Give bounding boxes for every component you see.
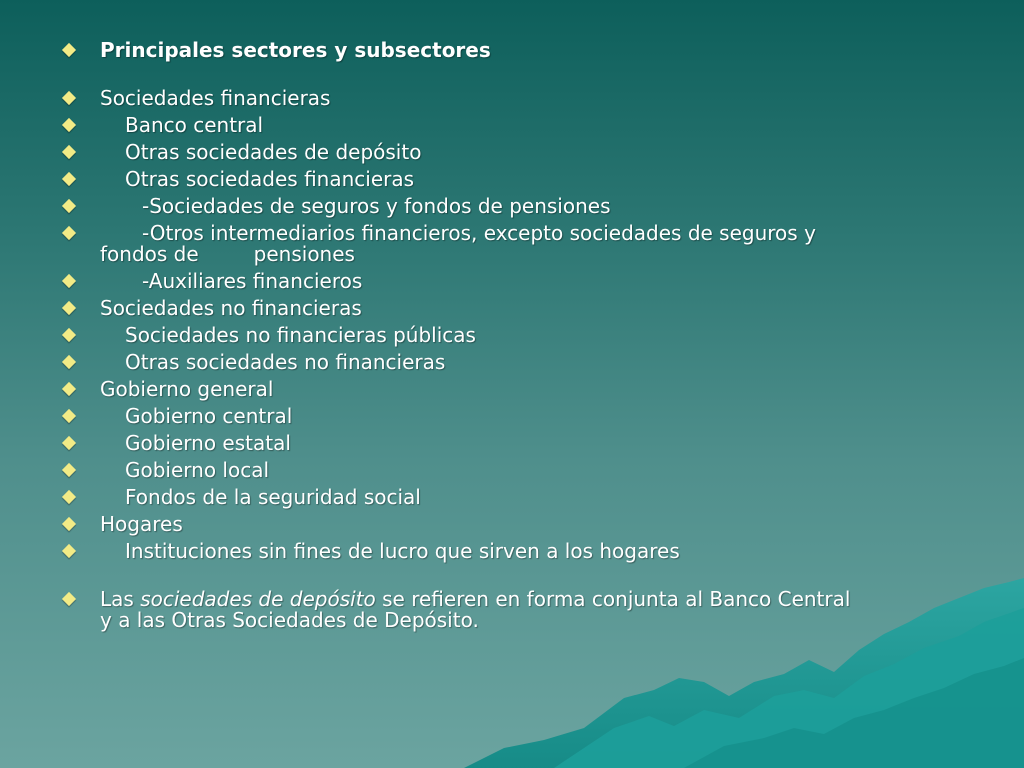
diamond-bullet-icon: [62, 172, 76, 186]
diamond-bullet-icon: [62, 199, 76, 213]
list-item: Sociedades no financieras: [58, 298, 958, 319]
list-item: -Otros intermediarios financieros, excepto sociedades de seguros y fondos de pensiones: [58, 223, 958, 265]
diamond-bullet-icon: [62, 463, 76, 477]
slide-title: Principales sectores y subsectores: [58, 40, 958, 61]
list-item: Gobierno estatal: [58, 433, 958, 454]
list-item: Otras sociedades no financieras: [58, 352, 958, 373]
diamond-bullet-icon: [62, 226, 76, 240]
diamond-bullet-icon: [62, 274, 76, 288]
bullet-list: [58, 40, 958, 631]
diamond-bullet-icon: [62, 355, 76, 369]
diamond-bullet-icon: [62, 91, 76, 105]
list-item: Fondos de la seguridad social: [58, 487, 958, 508]
list-item: Sociedades financieras: [58, 88, 958, 109]
diamond-bullet-icon: [62, 118, 76, 132]
diamond-bullet-icon: [62, 517, 76, 531]
diamond-bullet-icon: [62, 409, 76, 423]
note-item: Las sociedades de depósito se refieren en forma conjunta al Banco Central y a las Otras Sociedades de Depósito.: [58, 589, 958, 631]
list-item: Gobierno local: [58, 460, 958, 481]
list-item: Banco central: [58, 115, 958, 136]
list-item: Otras sociedades de depósito: [58, 142, 958, 163]
diamond-bullet-icon: [62, 43, 76, 57]
list-item: Instituciones sin fines de lucro que sirven a los hogares: [58, 541, 958, 562]
list-item: Sociedades no financieras públicas: [58, 325, 958, 346]
diamond-bullet-icon: [62, 490, 76, 504]
list-item: Gobierno central: [58, 406, 958, 427]
diamond-bullet-icon: [62, 328, 76, 342]
diamond-bullet-icon: [62, 382, 76, 396]
list-item: Hogares: [58, 514, 958, 535]
slide-content: [58, 40, 958, 637]
list-item: -Sociedades de seguros y fondos de pensiones: [58, 196, 958, 217]
diamond-bullet-icon: [62, 544, 76, 558]
list-item: -Auxiliares financieros: [58, 271, 958, 292]
list-item: Otras sociedades financieras: [58, 169, 958, 190]
diamond-bullet-icon: [62, 301, 76, 315]
diamond-bullet-icon: [62, 592, 76, 606]
diamond-bullet-icon: [62, 436, 76, 450]
diamond-bullet-icon: [62, 145, 76, 159]
list-item: Gobierno general: [58, 379, 958, 400]
